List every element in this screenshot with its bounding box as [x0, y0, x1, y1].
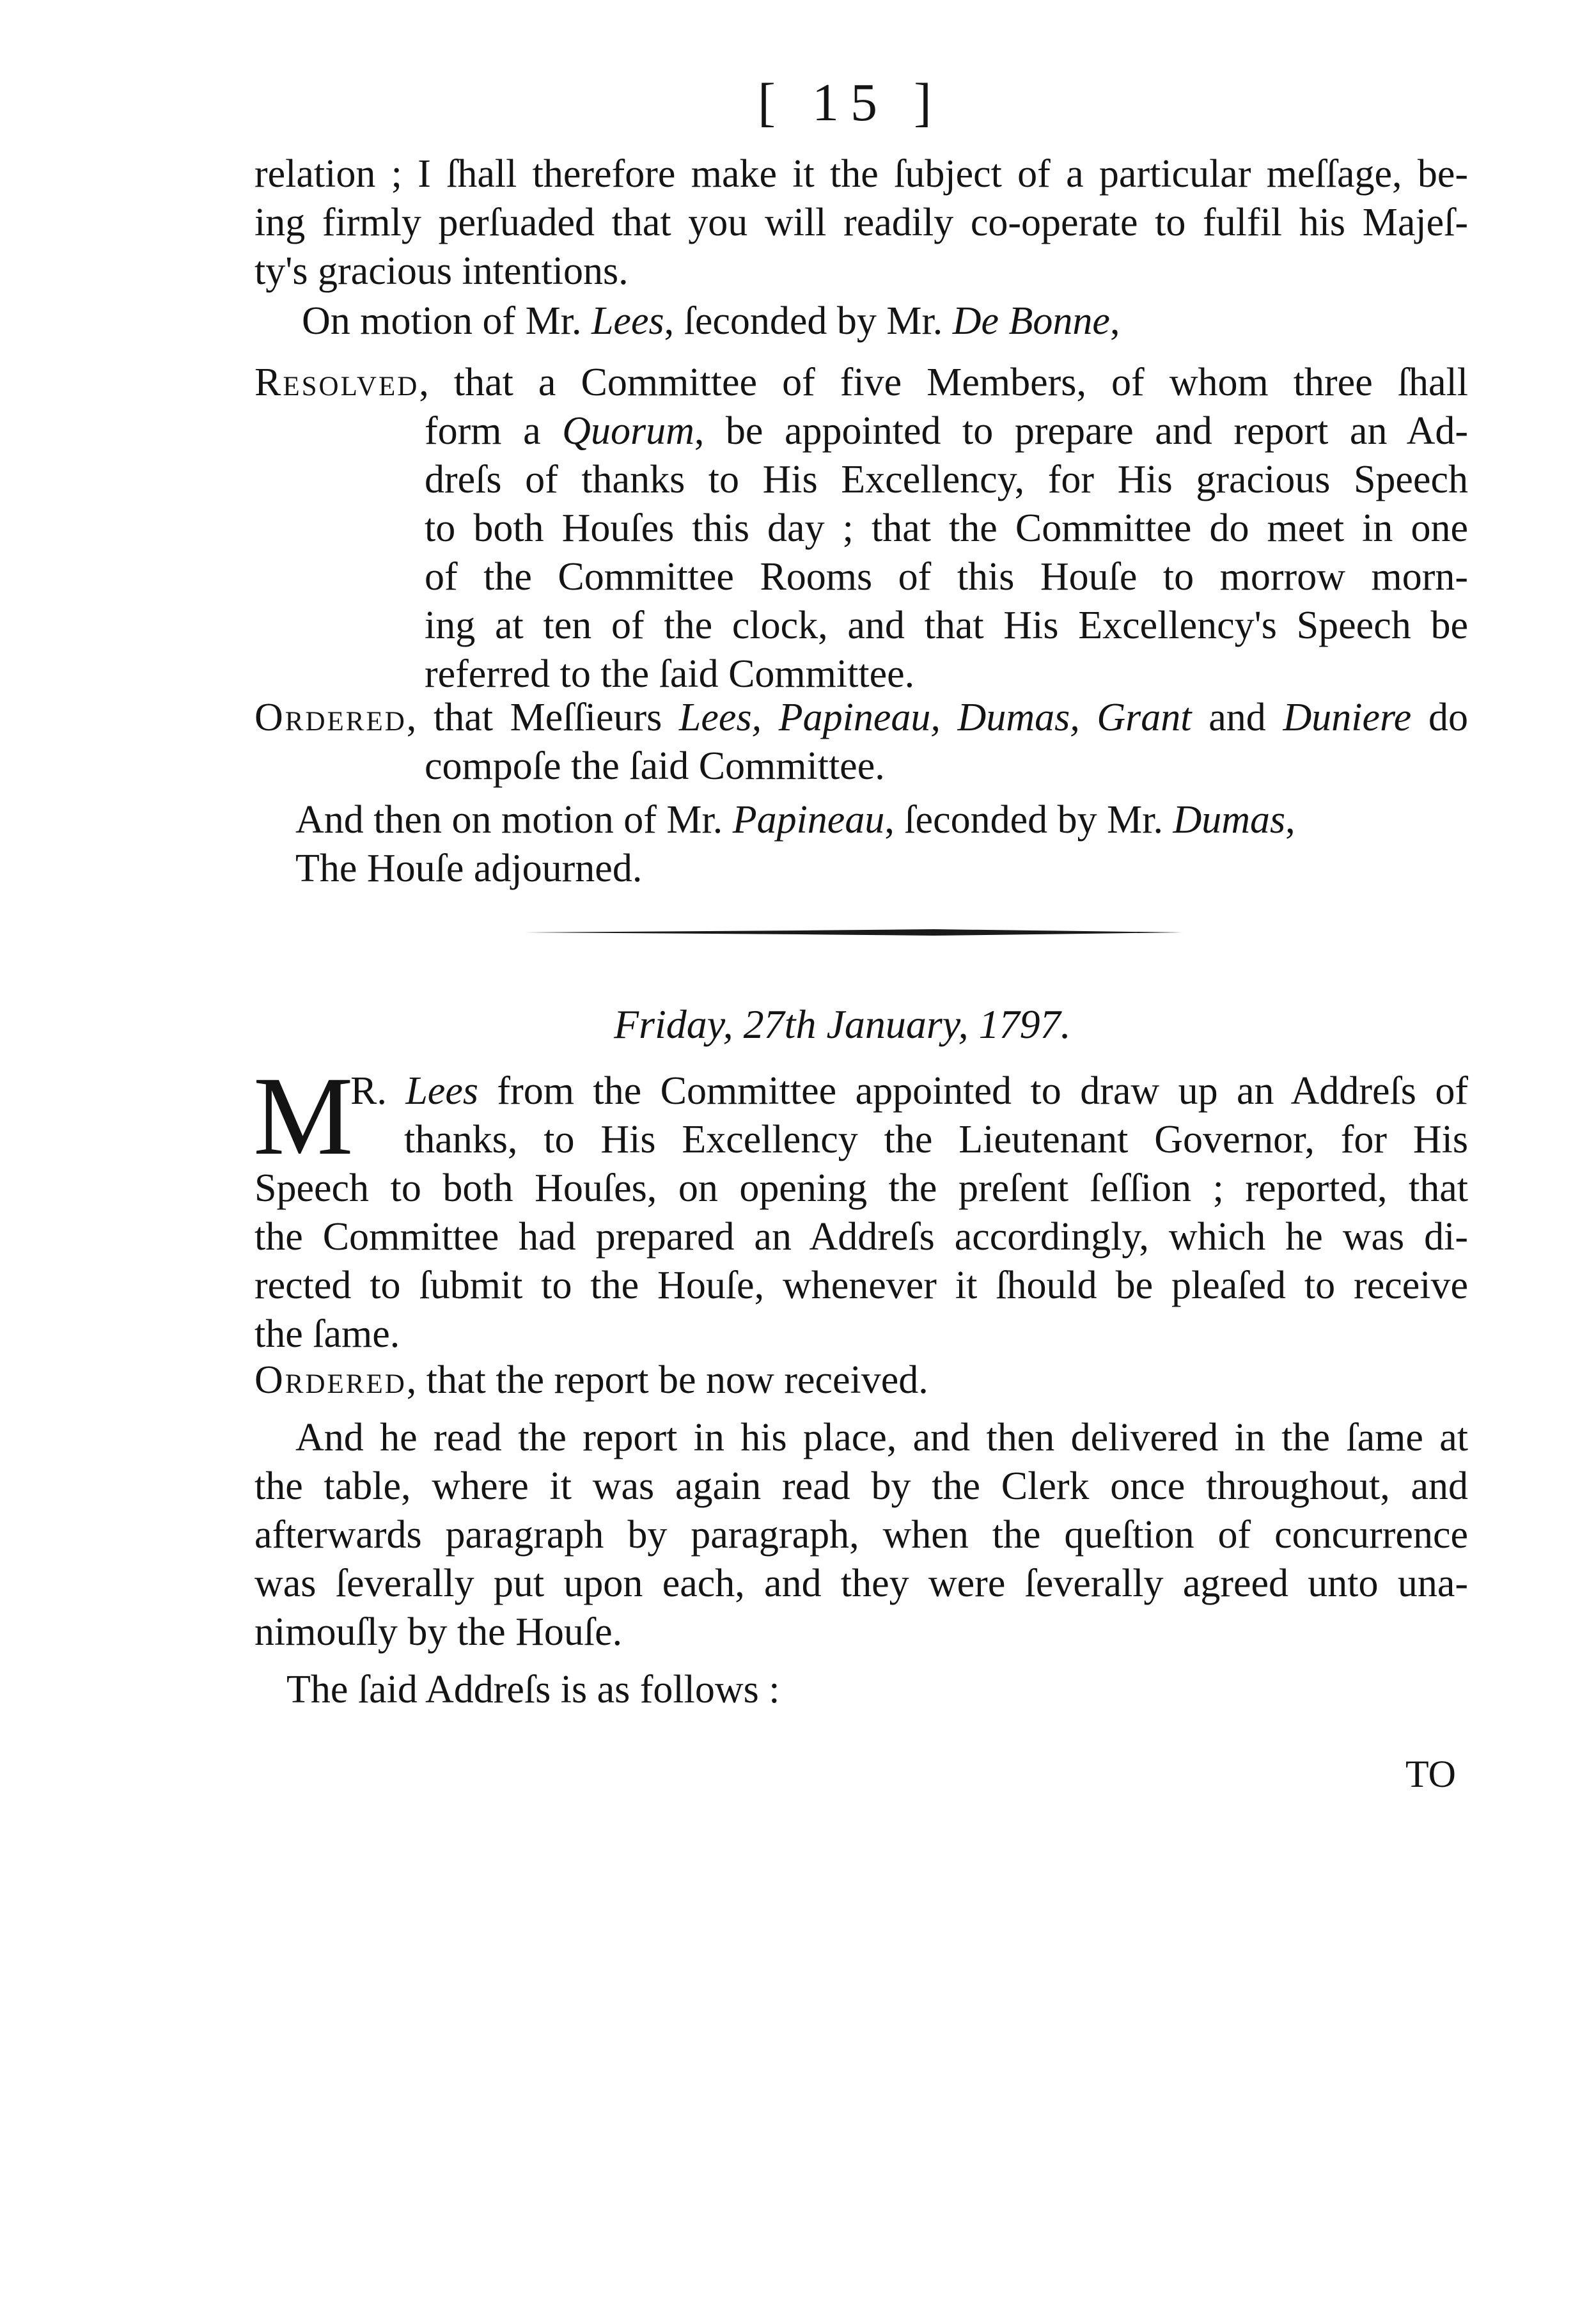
text-line: And he read the report in his place, and then delivered in the ſame at [295, 1416, 1468, 1459]
text-line: ing firmly perſuaded that you will readily co-operate to fulfil his Majeſ- [254, 201, 1468, 244]
motion-paragraph [302, 297, 1120, 345]
resolved-paragraph [254, 358, 1468, 407]
text-line: referred to the ſaid Committee. [425, 652, 915, 696]
text-line: thanks, to His Excellency the Lieutenant Governor, for His [404, 1118, 1468, 1161]
text-line: The ſaid Addreſs is as follows : [286, 1668, 780, 1711]
motion-text: , [1285, 798, 1295, 842]
text-line: the ſame. [254, 1312, 400, 1356]
reading-paragraph [254, 1413, 1468, 1656]
member-name: De Bonne [952, 299, 1110, 343]
report-paragraph-head [350, 1067, 1468, 1115]
motion-text: , [1109, 299, 1120, 343]
text-line: of the Committee Rooms of this Houſe to morrow morn- [425, 555, 1468, 599]
report-text: R. [350, 1069, 406, 1113]
motion-text: On motion of Mr. [302, 299, 591, 343]
text-line: Speech to both Houſes, on opening the preſent ſeſſion ; reported, that [254, 1166, 1468, 1210]
top-paragraph [254, 150, 1468, 295]
entry-date: Friday, 27th January, 1797. [614, 1001, 1071, 1047]
quorum-term: Quorum [562, 409, 694, 453]
ordered-label: Ordered [254, 696, 407, 739]
report-paragraph-line2 [404, 1115, 1468, 1164]
text-line: compoſe the ſaid Committee. [425, 744, 885, 788]
motion-text: , ſeconded by Mr. [884, 798, 1173, 842]
text-line: ing at ten of the clock, and that His Excellency's Speech be [425, 604, 1468, 647]
text-line: rected to ſubmit to the Houſe, whenever it ſhould be pleaſed to receive [254, 1264, 1468, 1307]
resolved-continuation [425, 407, 1468, 698]
ordered-label: Ordered [254, 1358, 407, 1402]
address-intro [286, 1665, 779, 1714]
catchword: TO [1405, 1753, 1456, 1795]
text-line: was ſeverally put upon each, and they were ſeverally agreed unto una- [254, 1562, 1468, 1605]
text-line: the table, where it was again read by the Clerk once throughout, and [254, 1464, 1468, 1508]
page-number: [ 15 ] [758, 73, 943, 132]
ordered-text: , that Meſſieurs [406, 696, 679, 739]
resolved-text: , be appointed to prepare and report an Ad- [694, 409, 1469, 453]
text-line: nimouſly by the Houſe. [254, 1610, 623, 1654]
ordered-text: and [1191, 696, 1283, 739]
resolved-text: form a [425, 409, 563, 453]
text-line: The Houſe adjourned. [295, 847, 643, 890]
text-line: relation ; I ſhall therefore make it the ſubject of a particular meſſage, be- [254, 152, 1468, 196]
text-line: ty's gracious intentions. [254, 249, 629, 293]
text-line: the Committee had prepared an Addreſs accordingly, which he was di- [254, 1215, 1468, 1259]
adjourn-paragraph [295, 796, 1295, 893]
ordered-paragraph [254, 693, 1468, 742]
section-divider [524, 929, 1183, 936]
report-text: from the Committee appointed to draw up an Addreſs of [478, 1069, 1468, 1113]
text-line: to both Houſes this day ; that the Committee do meet in one [425, 506, 1468, 550]
member-name: Duniere [1283, 696, 1412, 739]
motion-text: And then on motion of Mr. [295, 798, 733, 842]
motion-text: , ſeconded by Mr. [664, 299, 953, 343]
text-line: afterwards paragraph by paragraph, when the queſtion of concurrence [254, 1513, 1468, 1557]
ordered-continuation [425, 742, 885, 790]
member-name: Dumas [1173, 798, 1286, 842]
member-name: Lees [405, 1069, 478, 1113]
ordered-text: do [1411, 696, 1468, 739]
member-name: Papineau [732, 798, 885, 842]
text-line: dreſs of thanks to His Excellency, for His gracious Speech [425, 458, 1468, 501]
drop-cap: M [253, 1054, 354, 1179]
report-paragraph-body [254, 1164, 1468, 1358]
resolved-text: , that a Committee of five Members, of whom three ſhall [419, 361, 1468, 404]
ordered-text: , that the report be now received. [406, 1358, 928, 1402]
member-name: Lees [591, 299, 664, 343]
resolved-label: Resolved [254, 361, 419, 404]
ordered-report-paragraph [254, 1356, 928, 1404]
member-names: Lees, Papineau, Dumas, Grant [678, 696, 1192, 739]
